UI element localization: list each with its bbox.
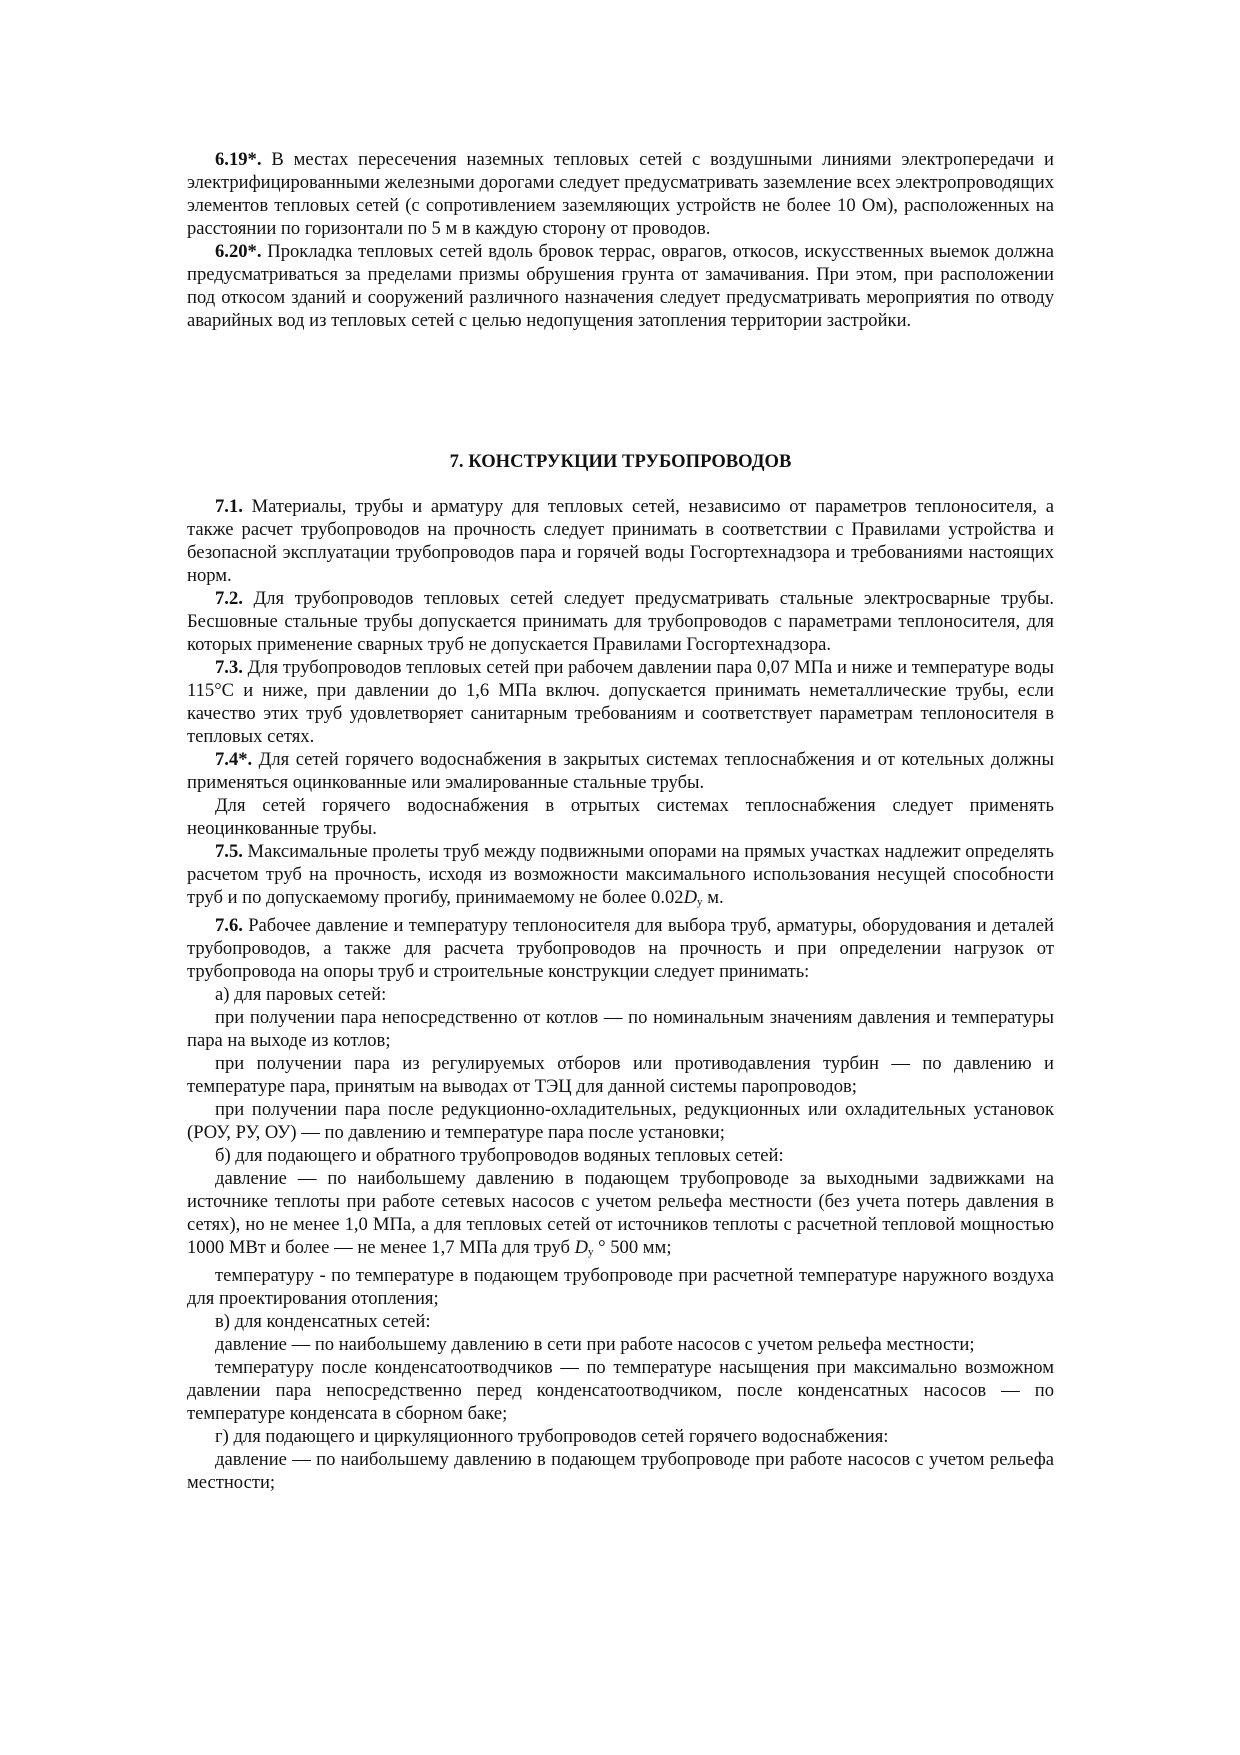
paragraph-6-20: 6.20*. Прокладка тепловых сетей вдоль бровок террас, оврагов, откосов, искусственных выемок должна предусматриваться за пределами призмы обрушения грунта от замачивания. При этом, при расположении под откосом зданий и сооружений различного назначения следует предусматривать мероприятия по отводу аварийных вод из тепловых сетей с целью недопущения затопления территории застройки. (187, 241, 1054, 331)
paragraph-6-19: 6.19*. В местах пересечения наземных тепловых сетей с воздушными линиями электропередачи и электрифицированными железными дорогами следует предусматривать заземление всех электропроводящих элементов тепловых сетей (с сопротивлением заземляющих устройств не более 10 Ом), расположенных на расстоянии по горизонтали по 5 м в каждую сторону от проводов. (187, 149, 1054, 239)
clause-number: 7.6. (215, 915, 243, 936)
list-item: в) для конденсатных сетей: (215, 1311, 431, 1332)
paragraph-7-5: 7.5. Максимальные пролеты труб между подвижными опорами на прямых участках надлежит определять расчетом труб на прочность, исходя из возможности максимального использования несущей способности труб и по допускаемому прогибу, принимаемому не более $0.02D_y$ м. (187, 841, 1054, 908)
paragraph-7-3: 7.3. Для трубопроводов тепловых сетей при рабочем давлении пара 0,07 МПа и ниже и температуре воды 115°С и ниже, при давлении до 1,6 МПа включ. допускается принимать неметаллические трубы, если качество этих труб удовлетворяет санитарным требованиям и соответствует параметрам теплоносителя в тепловых сетях. (187, 657, 1054, 747)
paragraph-7-4: 7.4*. Для сетей горячего водоснабжения в закрытых системах теплоснабжения и от котельных должны применяться оцинкованные или эмалированные стальные трубы. (187, 749, 1054, 793)
list-item: давление — по наибольшему давлению в подающем трубопроводе при работе насосов с учетом рельефа местности; (187, 1449, 1054, 1493)
list-item: при получении пара непосредственно от котлов — по номинальным значениям давления и температуры пара на выходе из котлов; (187, 1007, 1054, 1051)
spacer (187, 332, 1054, 450)
list-item: давление — по наибольшему давлению в сети при работе насосов с учетом рельефа местности; (215, 1334, 975, 1355)
list-item: а) для паровых сетей: (215, 984, 387, 1005)
paragraph-7-1: 7.1. Материалы, трубы и арматуру для тепловых сетей, независимо от параметров теплоносителя, а также расчет трубопроводов на прочность следует принимать в соответствии с Правилами устройства и безопасной эксплуатации трубопроводов пара и горячей воды Госгортехнадзора и требованиями настоящих норм. (187, 496, 1054, 586)
clause-number: 7.3. (215, 657, 243, 678)
paragraph-7-4-continued: Для сетей горячего водоснабжения в отрытых системах теплоснабжения следует применять неоцинкованные трубы. (187, 795, 1054, 839)
clause-number: 7.2. (215, 588, 243, 609)
clause-number: 7.5. (215, 841, 243, 862)
clause-number: 7.1. (215, 496, 243, 517)
list-item: температуру после конденсатоотводчиков — по температуре насыщения при максимально возможном давлении пара непосредственно перед конденсатоотводчиком, после конденсатных насосов — по температуре конденсата в сборном баке; (187, 1357, 1054, 1424)
section-heading: 7. КОНСТРУКЦИИ ТРУБОПРОВОДОВ (449, 451, 792, 472)
clause-number: 6.20*. (215, 241, 262, 262)
list-item: б) для подающего и обратного трубопроводов водяных тепловых сетей: (215, 1145, 784, 1166)
list-item: температуру - по температуре в подающем трубопроводе при расчетной температуре наружного воздуха для проектирования отопления; (187, 1265, 1054, 1309)
document-page (187, 148, 1054, 1494)
list-item: при получении пара после редукционно-охладительных, редукционных или охладительных установок (РОУ, РУ, ОУ) — по давлению и температуре пара после установки; (187, 1099, 1054, 1143)
paragraph-7-6: 7.6. Рабочее давление и температуру теплоносителя для выбора труб, арматуры, оборудования и деталей трубопроводов, а также для расчета трубопроводов на прочность и при определении нагрузок от трубопровода на опоры труб и строительные конструкции следует принимать: (187, 915, 1054, 982)
list-item: при получении пара из регулируемых отборов или противодавления турбин — по давлению и температуре пара, принятым на выводах от ТЭЦ для данной системы паропроводов; (187, 1053, 1054, 1097)
clause-number: 6.19*. (215, 149, 262, 170)
list-item: г) для подающего и циркуляционного трубопроводов сетей горячего водоснабжения: (215, 1426, 889, 1447)
list-item-pressure: давление — по наибольшему давлению в подающем трубопроводе за выходными задвижками на источнике теплоты при работе сетевых насосов с учетом рельефа местности (без учета потерь давления в сетях), но не менее 1,0 МПа, а для тепловых сетей от источников теплоты с расчетной тепловой мощностью 1000 МВт и более — не менее 1,7 МПа для труб $D_y$ ° 500 мм; (187, 1168, 1054, 1258)
clause-number: 7.4*. (215, 749, 253, 770)
paragraph-7-2: 7.2. Для трубопроводов тепловых сетей следует предусматривать стальные электросварные трубы. Бесшовные стальные трубы допускается принимать для трубопроводов с параметрами теплоносителя, для которых применение сварных труб не допускается Правилами Госгортехнадзора. (187, 588, 1054, 655)
